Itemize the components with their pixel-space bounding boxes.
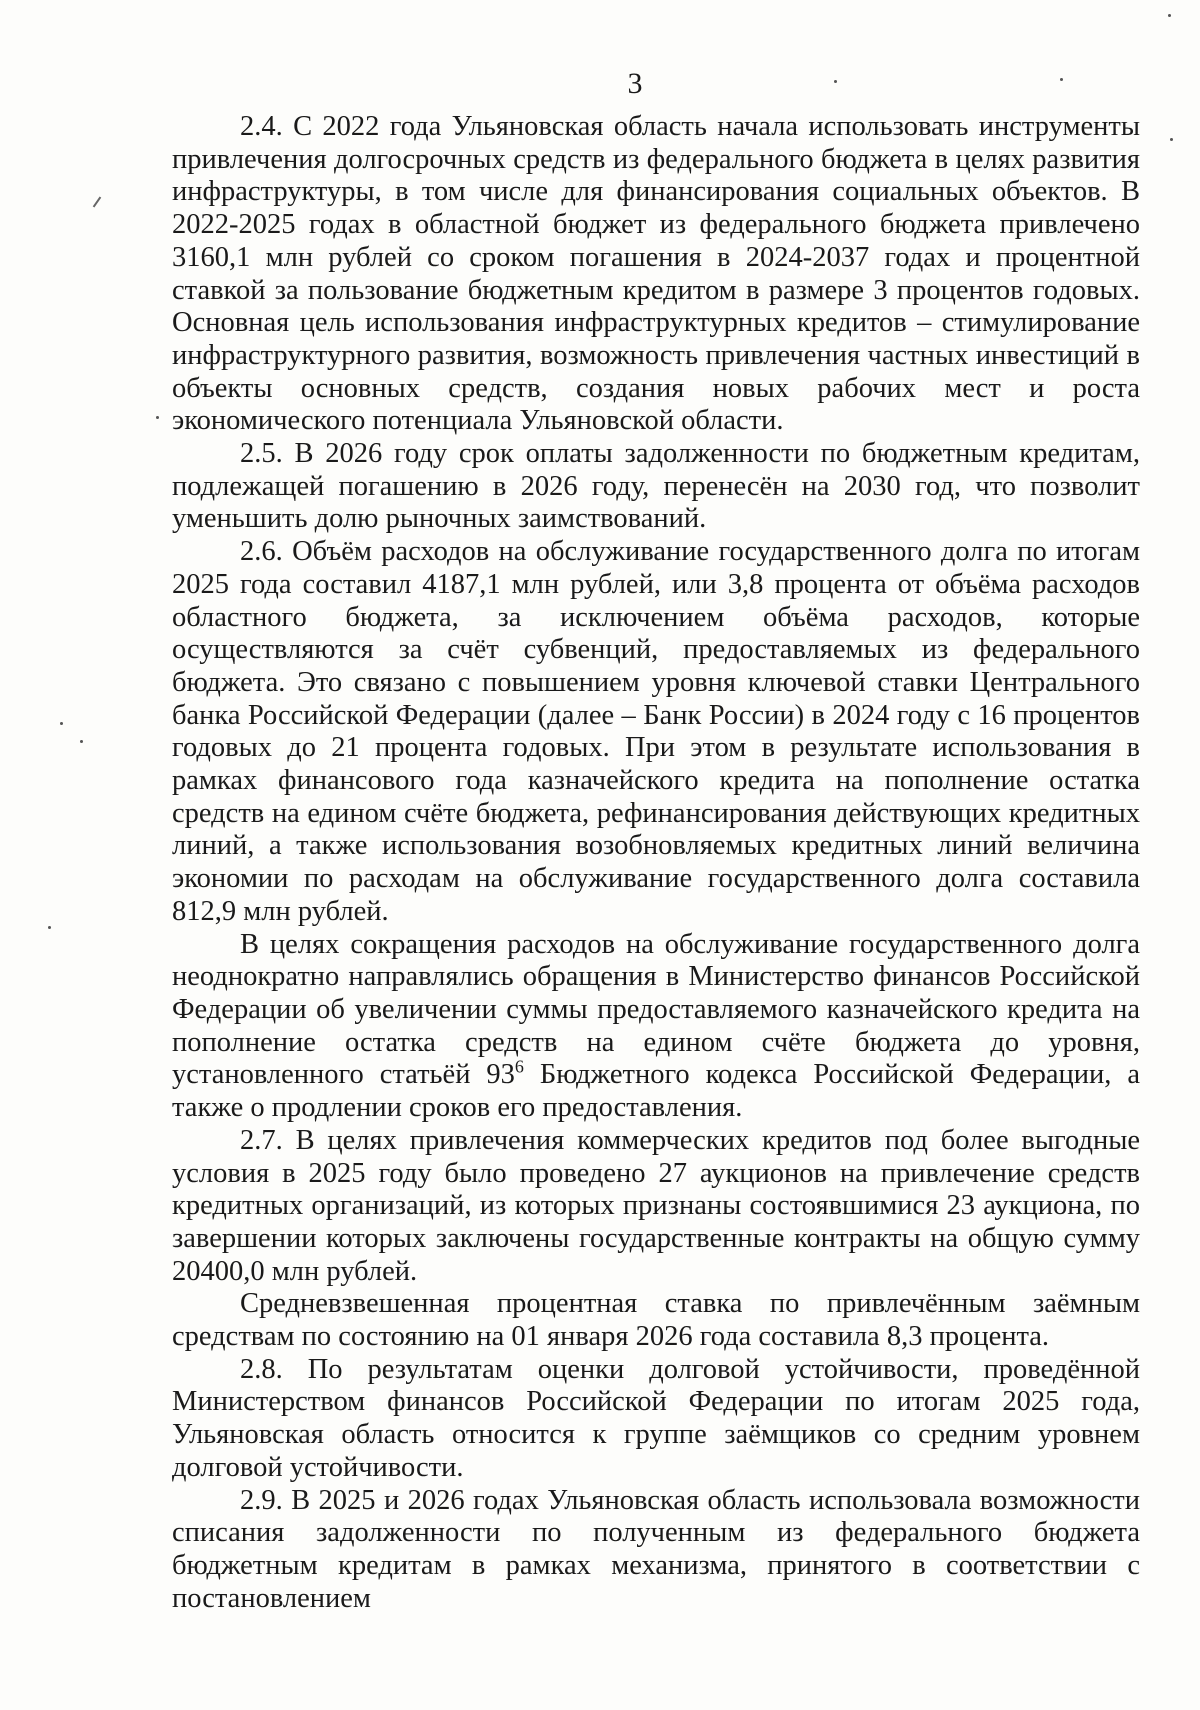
scan-speck	[80, 740, 83, 743]
article-superscript: 6	[514, 1056, 524, 1077]
paragraph-weighted-rate: Средневзвешенная процентная ставка по привлечённым заёмным средствам по состоянию на 01 января 2026 года составила 8,3 процента.	[172, 1288, 1140, 1353]
paragraph-2-7: 2.7. В целях привлечения коммерческих кредитов под более выгодные условия в 2025 году было проведено 27 аукционов на привлечение средств кредитных организаций, из которых признаны состоявшимися 23 аукциона, по завершении которых заключены государственные контракты на общую сумму 20400,0 млн рублей.	[172, 1124, 1140, 1287]
scan-stroke	[93, 197, 102, 208]
scan-speck	[1060, 78, 1063, 81]
paragraph-2-4: 2.4. С 2022 года Ульяновская область начала использовать инструменты привлечения долгосрочных средств из федерального бюджета в целях развития инфраструктуры, в том числе для финансирования социальных объектов. В 2022-2025 годах в областной бюджет из федерального бюджета привлечено 3160,1 млн рублей со сроком погашения в 2024-2037 годах и процентной ставкой за пользование бюджетным кредитом в размере 3 процентов годовых. Основная цель использования инфраструктурных кредитов – стимулирование инфраструктурного развития, возможность привлечения частных инвестиций в объекты основных средств, создания новых рабочих мест и роста экономического потенциала Ульяновской области.	[172, 111, 1140, 437]
paragraph-2-6: 2.6. Объём расходов на обслуживание государственного долга по итогам 2025 года составил 4187,1 млн рублей, или 3,8 процента от объёма расходов областного бюджета, за исключением объёма расходов, которые осуществляются за счёт субвенций, предоставляемых из федерального бюджета. Это связано с повышением уровня ключевой ставки Центрального банка Российской Федерации (далее – Банк России) в 2024 году с 16 процентов годовых до 21 процента годовых. При этом в результате использования в рамках финансового года казначейского кредита на пополнение остатка средств на едином счёте бюджета, рефинансирования действующих кредитных линий, а также использования возобновляемых кредитных линий величина экономии по расходам на обслуживание государственного долга составила 812,9 млн рублей.	[172, 536, 1140, 927]
paragraph-text-before: В целях сокращения расходов на обслуживание государственного долга неоднократно направлялись обращения в Министерство финансов Российской Федерации об увеличении суммы предоставляемого казначейского кредита на пополнение остатка средств на едином счёте бюджета до уровня, установленного статьёй 93	[172, 928, 1140, 1091]
scan-speck	[48, 926, 51, 929]
scan-speck	[1170, 138, 1173, 141]
paragraph-treasury-credit	[172, 929, 1140, 1125]
paragraph-text-after: Бюджетного кодекса Российской Федерации, а также о продлении сроков его предоставления.	[172, 1059, 1141, 1124]
scan-speck	[1168, 14, 1171, 17]
paragraph-2-9: 2.9. В 2025 и 2026 годах Ульяновская область использовала возможности списания задолженности по полученным из федерального бюджета бюджетным кредитам в рамках механизма, принятого в соответствии с постановлением	[172, 1484, 1140, 1614]
scan-speck	[60, 722, 63, 725]
paragraph-2-8: 2.8. По результатам оценки долговой устойчивости, проведённой Министерством финансов Российской Федерации по итогам 2025 года, Ульяновская область относится к группе заёмщиков со средним уровнем долговой устойчивости.	[172, 1353, 1140, 1483]
paragraph-2-5: 2.5. В 2026 году срок оплаты задолженности по бюджетным кредитам, подлежащей погашению в 2026 году, перенесён на 2030 год, что позволит уменьшить долю рыночных заимствований.	[172, 438, 1140, 535]
page-number: 3	[627, 67, 643, 100]
scan-speck	[834, 80, 837, 83]
scan-speck	[156, 416, 159, 419]
document-body	[172, 111, 1140, 1615]
